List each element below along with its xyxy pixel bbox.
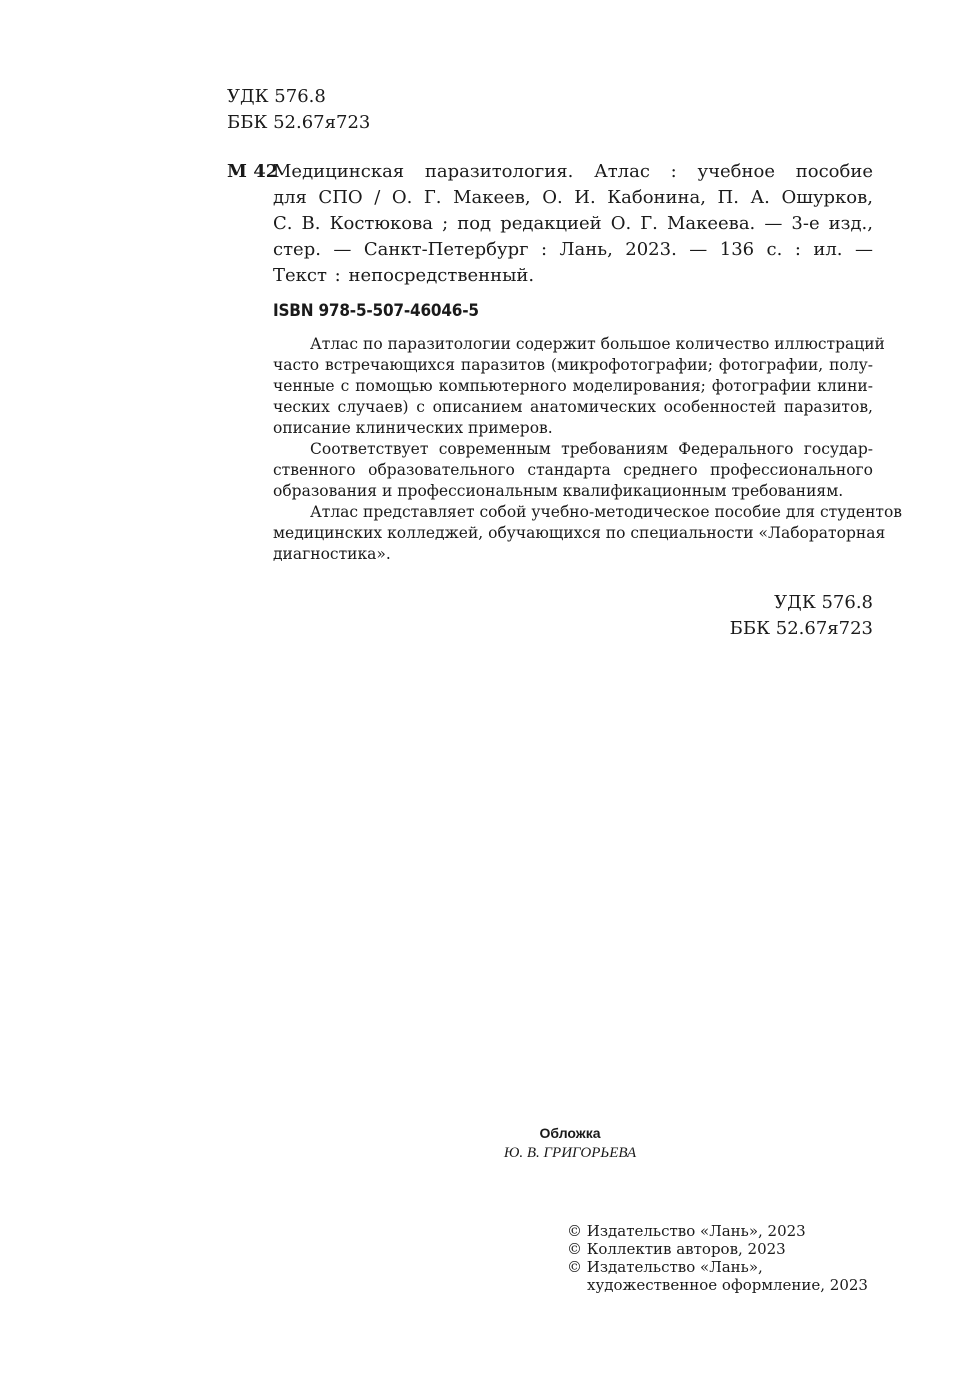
bibliographic-record — [227, 159, 873, 289]
cover-label: Обложка — [539, 1125, 601, 1141]
annotation-line: медицинских колледжей, обучающихся по специальности «Лабораторная — [273, 524, 886, 542]
cover-designer: Ю. В. ГРИГОРЬЕВА — [503, 1145, 637, 1161]
isbn: ISBN 978-5-507-46046-5 — [273, 301, 479, 321]
author-mark: М 42 — [227, 161, 279, 182]
udk-code: УДК 576.8 — [774, 592, 873, 613]
annotation-line: ческих случаев) с описанием анатомических особенностей паразитов, — [273, 398, 873, 416]
annotation-paragraph-3 — [273, 502, 903, 565]
copyright-line: © Издательство «Лань», 2023 — [567, 1222, 806, 1240]
bib-line: Медицинская паразитология. Атлас : учебное пособие — [273, 161, 873, 182]
copyright-line: художественное оформление, 2023 — [587, 1276, 868, 1294]
copyright-line: © Коллектив авторов, 2023 — [567, 1240, 786, 1258]
annotation-line: ственного образовательного стандарта среднего профессионального — [273, 461, 873, 479]
udk-block-bottom — [730, 590, 873, 642]
annotation-line: ченные с помощью компьютерного моделирования; фотографии клини- — [273, 377, 873, 395]
bib-line: для СПО / О. Г. Макеев, О. И. Кабонина, П. А. Ошурков, — [273, 187, 873, 208]
annotation-line: Атлас представляет собой учебно-методическое пособие для студентов — [310, 503, 903, 521]
cover-credit — [470, 1123, 670, 1163]
annotation-line: образования и профессиональным квалификационным требованиям. — [273, 482, 844, 500]
copyright-block — [567, 1222, 868, 1294]
bibliographic-description — [273, 159, 873, 289]
bbk-code: ББК 52.67я723 — [729, 618, 873, 639]
bib-line: стер. — Санкт-Петербург : Лань, 2023. — 136 с. : ил. — — [273, 239, 873, 260]
udk-block-top — [227, 84, 370, 136]
bbk-code: ББК 52.67я723 — [227, 112, 371, 133]
udk-code: УДК 576.8 — [227, 86, 326, 107]
annotation-line: диагностика». — [273, 545, 391, 563]
annotation-paragraph-2 — [273, 439, 873, 502]
bib-line: Текст : непосредственный. — [273, 265, 535, 286]
annotation-paragraph-1 — [273, 334, 885, 439]
annotation-line: Соответствует современным требованиям Федерального государ- — [310, 440, 873, 458]
annotation-line: описание клинических примеров. — [273, 419, 553, 437]
annotation — [273, 334, 903, 565]
bib-line: С. В. Костюкова ; под редакцией О. Г. Макеева. — 3-е изд., — [273, 213, 873, 234]
annotation-line: часто встречающихся паразитов (микрофотографии; фотографии, полу- — [273, 356, 873, 374]
copyright-line: © Издательство «Лань», — [567, 1258, 763, 1276]
annotation-line: Атлас по паразитологии содержит большое количество иллюстраций — [310, 335, 885, 353]
